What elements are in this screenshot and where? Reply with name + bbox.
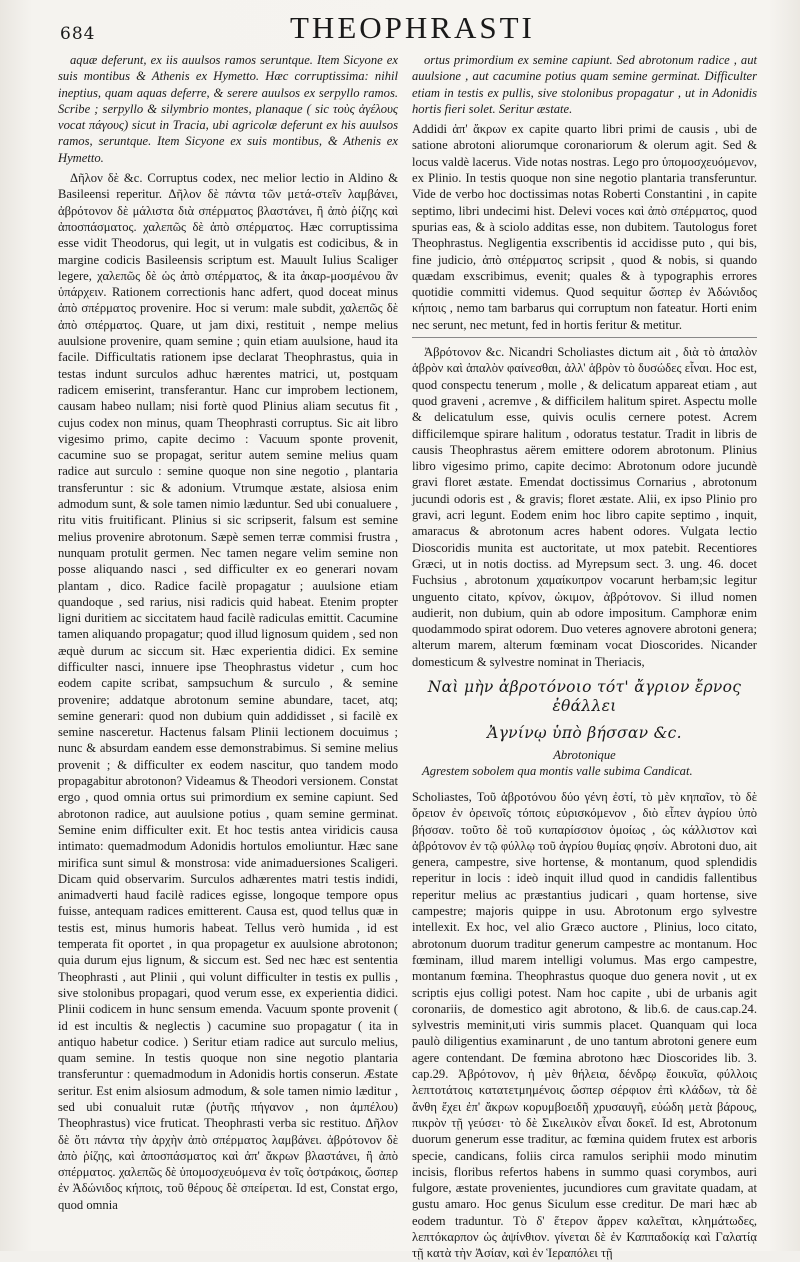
left-column [58, 52, 398, 1242]
running-head: THEOPHRASTI [290, 10, 535, 45]
right-column [412, 52, 757, 1261]
paragraph: Addidi ἀπ' ἄκρων ex capite quarto libri primi de causis , ubi de satione abrotoni aliorumque coronariorum & olerum agit. Sed & locus valdè lacerus. Vide notas nostras. Lego pro ὑπομοσχευόμενον, ex Plinio. In testis quoque non sine negotio plantaria transferuntur. Vide de verbo hoc doctissimas notas Roberti Constantini , in capite septimo, libri undecimi hist. Delevi voces καὶ ἀπὸ σπέρματος, quod spurias eas, & à sciolo additas esse, non dubitem. Tautologus foret Theophrastus. Negligentia exscribentis id accidisse puto , qui bis, fine judicio, ἀπὸ σπέρματος scripsit , quod & nobis, si quando quædam exscribimus, evenit; quales & à typographis errores quotidie committi videmus. Quod sequitur ὥσπερ ἐν Ἀδώνιδος κήποις , nemo tam barbarus qui corruptum non fateatur. Horti enim nec serunt, nec metunt, fed in hortis feritur & metitur. [412, 122, 757, 332]
section-rule [412, 337, 757, 338]
greek-verse-line-1: Ναὶ μὴν ἀβροτόνοιο τότ' ἄγριον ἔρνος ἐθάλλει [427, 677, 742, 715]
paragraph: Ἀβρότονον &c. Nicandri Scholiastes dictum ait , διὰ τὸ ἁπαλὸν ἁβρὸν καὶ ἁπαλὸν φαίνεσθαι, ἀλλ' ἁβρὸν τὸ δυσώδες εἶναι. Hoc est, quod conspectu tenerum , molle , & delicatum appareat etiam , aut quod graveni , acremve , & difficilem halitum spiret. Aspectu molle & delicatulum esse, quivis oculis cernere potest. Acrem difficilemque spirare halitum , odoratus testatur. Tradit in libris de causis Theophrastus aërem emittere odorem abrotonum. Plinius libro vigesimo primo, capite decimo: Abrotonum odore jucundè gravi floret æstate. Emendat doctissimus Cornarius , abrotonum jucundi odoris est , & gravis; floret æstate. Alii, ex ipso Plinio pro gravi, acri legunt. Eodem enim hoc libro capite septimo , inquit, amaracus & abrotonum acres habent odores. Vulgata lectio Dioscoridis munita est auctoritate, ut mox patebit. Recentiores Græci, ut in notis doctiss. ad Myrepsum sect. 3. ung. 46. docet Fuchsius , abrotonum χαμαίκυπρον vocarunt herbam;sic legitur unguento citato, κρίνον, ὠκιμον, ἀβρότονον. Si illud nomen audierit, non dubium, quin ab odore impositum. Camphoræ enim quodammodo spirat odorem. Duo veteres agnovere abrotoni genera; alterum marem, alterum fœminam vocat Dioscorides. Nicander domesticum & sylvestre nominat in Theriacis, [412, 345, 757, 669]
paragraph: aquæ deferunt, ex iis auulsos ramos seruntque. Item Sicyone ex suis montibus & Athenis ex Hymetto. Hæc corruptissima: nihil ineptius, quam aquas deferre, & serere auulsos ex serpyllo ramos. Scribe ; serpyllo & silymbrio montes, planaque ( sic τοὺς ἀγέλους vocat πάγους) sicut in Tracia, ubi agricolæ deferunt ex his auulsos ramos, seruntque. Item Sicyone ex suis montibus, & Athenis ex Hymetto. [58, 53, 398, 165]
paragraph: ortus primordium ex semine capiunt. Sed abrotonum radice , aut auulsione , aut cacumine potius quam semine germinat. Difficulter etiam in testis ex pullis, sive stolonibus propagatur , ut in Adonidis hortis fieri solet. Seritur æstate. [412, 53, 757, 116]
right-column-part-2 [412, 789, 757, 1262]
page-header [60, 6, 780, 50]
paragraph: Scholiastes, Τοῦ ἀβροτόνου δύο γένη ἐστί, τὸ μὲν κηπαῖον, τὸ δὲ ὄρειον ἐν ὀρεινοῖς τόποις εὑρισκόμενον , διὸ εἶπεν ἀγρίου ὑπὸ βήσσαν. τοῦτο δὲ τοῦ κυπαρίσσιον ὁμοίως , ὡς κάλλιστον καὶ ἀβρότονον ἐν τῷ φύλλῳ τοῦ ἀγρίου θυμίας φησίν. Abrotoni duo, ait genera, campestre, sive hortense, & montanum, quod splendidis reperitur in locis : ideò inquit illud quod in candidis fallentibus reperitur melius ac præstantius judicari , quam hortense, sive campestre; majoris quippe in usu. Abrotonum ergo sylvestre intellexit. Ex hoc, vel alio Græco auctore , Plinius, loco citato, abrotonum duorum traditur generum campestre ac montanum. Hoc fœminam, illud marem intelligi volumus. Mas ergo campestre, montanum fœmina. Theophrastus quoque duo genera novit , ut ex scriptis ejus colligi potest. Nam hoc capite , ubi de urbanis agit coronariis, de domestico agit abrotono, & lib.6. de caus.cap.24. sylvestris meminit,uti viris summis placet. Quanquam qui loca paulò diligentius examinarunt , de uno tantum abrotoni genere eum agere contendant. De fœmina abrotono hæc Dioscorides lib. 3. cap.29. Ἀβρότονον, ἡ μὲν θήλεια, δένδρῳ ἔοικυῖα, φύλλοις λεπτοτάτοις κατατετμημένοις ὥσπερ σέρφιον ἐπὶ κλάδων, τὰ δὲ ἄνθη ἔχει ἐπ' ἄκρων κορυμβοειδῆ χρυσαυγῆ, εὐώδη μετὰ βάρους, πικρὸν τῇ γεύσει· τὸ δὲ Σικελικὸν εἶναι δοκεῖ. Id est, Abrotonum duorum generum esse traditur, ac fœmina quidem frutex est arboris specie, candicans, foliis circa ramulos seriphii modo minutim incisis, floribus refertos habens in summo quasi corymbos, auri fulgore, æstate provenientes, jucundiores cum gravitate quadam, at gustu amaro. Hoc genus Siculum esse creditur. De mari hæc ab eodem traduntur. Τὸ δ' ἕτερον ἄρρεν καλεῖται, κλημάτωδες, λεπτόκαρπον ὡς ἀψίνθιον. γίνεται δὲ ἐν Καππαδοκίᾳ καὶ Γαλατίᾳ τῇ κατὰ τὴν Ἀσίαν, καὶ ἐν Ἱεραπόλει τῇ [412, 789, 757, 1261]
paragraph: Δῆλον δὲ &c. Corruptus codex, nec melior lectio in Aldino & Basileensi reperitur. Δῆλον δὲ πάντα τῶν μετά-στεῖν λαμβάνει, ἀβρότονον δὲ μάλιστα διὰ σπέρματος βλαστάνει, ἢ ἀπὸ ῥίζης καὶ ἀποσπάσματος. χαλεπῶς δὲ ἀπὸ σπέρματος. Hæc corruptissima esse vidit Theodorus, qui legit, ut in vulgatis est codicibus, & in margine codicis Basileensis scriptum est. Mauult Iulius Scaliger legere, χαλεπῶς δὲ ὡς ἀπὸ σπέρματος, & ita ἀκαρ-μοσμένου ἂν ὑπάρχειν. Rationem correctionis hanc adfert, quod doceat minus ἀπὸ σπέρματος provenire. Hoc si verum: male subdit, χαλεπῶς δὲ ἀπὸ σπέρματος. Quare, ut jam dixi, restituit , nempe melius auulsione provenire, quam semine ; quin etiam auulsione, haud ita facile. Difficultatis rationem ipse declarat Theophrastus, quia in testas indunt surculos adhuc hærentes matrici, ut, postquam radicem emiserint, transferantur. Hanc cur improbem lectionem, causam habeo nullam; nisi fortè quod Plinius aliam secutus fit , cujus codex non minus, quam Theophrasti corruptus. Sic ait libro vigesimo primo, capite decimo : Vacuum sponte provenit, cacumine suo se propagat, seritur autem semine melius quam radice aut surculo : semine quoque non sine negotio , plantaria transferuntur : sic & adonium. Vtrumque æstate, alsiosa enim admodum sunt, & sole tamen nimio læduntur. Sed ubi conualuere , ritu vitis fruitificant. Plinius si sic scripserit, falsum est semine melius provenire abrotonum. Sæpè semen terræ commisi frustra , nunquam protulit germen. Nec tamen negare velim semine non posse aliquando nasci , sed difficulter ex eo generari novam plantam , dico. Radice facilè propagatur ; auulsione etiam quandoque , sed rarius, nisi radicis quid habeat. Etenim propter ligni duritiem ac siccitatem haud facilè radiculas emittit. Cacumine tamen aliquando propagatur; quod illud lignosum quidem , sed non æquè durum ac siccum sit. Hæc experientia didici. Ex semine difficulter nasci, innuere ipse Theophrastus videtur , cum hoc eodem capite scribat, sampsuchum & surculo , & semine provenire; addatque abrotonum semine abundare, tacet, atq; semine generari: quod non dubium quin addidisset , si facilè ex semine nasceretur. Hactenus falsam Plinii lectionem docuimus ; nunc & absurdam eandem esse demonstrabimus. Si semine melius provenit ; & difficulter ex eodem nascitur, quo tandem modo propagabitur abrotonon? Videamus & Theodori versionem. Constat ergo , quod omnia ortus sui primordium ex semine capiunt. Sed abrotonon radice, aut auulsione potius , quam semine germinat. Semine enim difficulter exit. Et hoc testis antea viridicis causa intimato: quemadmodum Adonidis hortulos emoliuntur. Hæc sane mirifica sunt simul & monstrosa: vide animaduersiones Scaligeri. Dicam quid observarim. Surculos adhærentes matri testis indidi, animadverti haud facilè radices egisse, longoque tempore opus fuisse, antequam radices emitterent. Causa est, quod tellus quæ in testis est, minus humoris habeat. Tellus verò humida , id est temperata fit oportet , in qua propagetur ex auulsione abrotonon; quia durum ejus lignum, & siccum est. Sed nec hæc est sententia Theophrasti , aut Plinii , qui volunt difficulter in testis ex pullis , sive stolonibus propagari, quod verum esse, ex experientia didici. Plinii codicem in hunc sensum emenda. Vacuum sponte provenit ( id est incultis & neglectis ) cacumine suo propagatur ( ita in antiquo habetur codice. ) Seritur etiam radice aut surculo melius, quam semine. In testis quoque non sine negotio plantaria transferuntur : quemadmodum in Adonidis hortis conserun. Æstate seritur. Est enim alsiosum admodum, & sole tamen nimio læditur , sed ubi conualuit rutæ (ῥυτῆς πήγανον , non ἀμπέλου) Theophrastus) vice fruticat. Theophrasti verba sic restituo. Δῆλον δὲ ὅτι πάντα τὴν ἀρχὴν ἀπὸ σπέρματος λαμβάνει. ἀβρότονον δὲ ἀπὸ ῥίζης, καὶ ἀποσπάσματος καὶ ἀπ' ἄκρων βλαστάνει, ἢ ἀπὸ σπέρματος. χαλεπῶς δὲ ὑπομοσχευόμενα ἐν τοῖς ὀστράκοις, ὥσπερ ἐν Ἀδώνιδος κήποις, τοῦ θέρους δὲ σπείρεται. Id est, Constat ergo, quod omnia [58, 171, 398, 1212]
greek-verse-line-2: Ἀγνίνῳ ὑπὸ βήσσαν &c. [487, 723, 682, 742]
right-column-part-1 [412, 52, 757, 670]
page-number: 684 [60, 24, 96, 44]
verse-caption-title: Abrotonique [553, 747, 616, 762]
verse-caption-lines: Agrestem sobolem qua montis valle subima Candicat. [422, 763, 693, 778]
